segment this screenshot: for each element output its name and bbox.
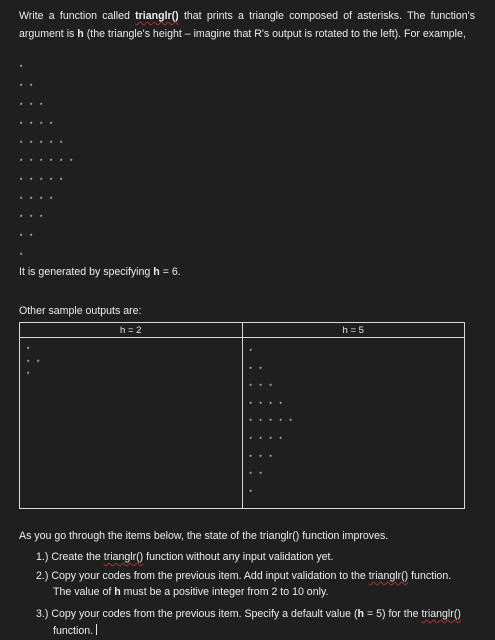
example-row: * * * * * (19, 178, 65, 186)
item-number: 3.) (36, 608, 49, 620)
example-row: * (19, 65, 25, 73)
item-number: 2.) (36, 570, 49, 582)
item-continuation (53, 624, 97, 637)
example-row: * * * * * (19, 141, 65, 149)
h5-row: * * * * * (248, 419, 294, 428)
item-text: function. (408, 570, 452, 582)
example-row: * * * * (19, 197, 55, 205)
function-name: trianglr() (135, 10, 179, 22)
intro-paragraph (19, 7, 475, 43)
generated-text-2: = 6. (159, 266, 181, 278)
h2-triangle (26, 345, 41, 383)
h5-triangle (249, 345, 294, 503)
generated-note (19, 266, 181, 278)
cell-h2 (20, 338, 243, 509)
example-row: * (19, 253, 25, 261)
h5-row: * * * * (248, 401, 284, 410)
item-number: 1.) (36, 551, 49, 563)
example-row: * * (19, 234, 35, 242)
table-row (20, 338, 465, 509)
item-text: Create the (51, 551, 104, 563)
item-text: Copy your codes from the previous item. Add input validation to the (51, 570, 369, 582)
param-h: h (114, 586, 121, 598)
generated-text-1: It is generated by specifying (19, 266, 154, 278)
text-cursor[interactable] (96, 624, 97, 635)
samples-table (19, 322, 465, 509)
intro-text-1: Write a function called (19, 10, 136, 22)
list-item (36, 567, 476, 585)
function-name: trianglr() (421, 608, 461, 620)
param-h: h (153, 266, 160, 278)
param-h: h (77, 28, 84, 41)
example-row: * * * * (19, 122, 55, 130)
h2-row: * (26, 372, 32, 381)
h5-row: * * (248, 472, 264, 481)
progress-note: As you go through the items below, the state of the trianglr() function improves. (19, 530, 389, 542)
example-row: * * (19, 84, 35, 92)
item-text: function without any input validation yet. (143, 551, 334, 563)
item-text: must be a positive integer from 2 to 10 only. (120, 586, 329, 598)
other-outputs-label: Other sample outputs are: (19, 305, 142, 317)
list-item (36, 548, 476, 566)
function-name: trianglr() (103, 551, 144, 563)
header-h2: h = 2 (20, 323, 243, 338)
example-row: * * * * * * (19, 159, 75, 167)
param-h: h (357, 608, 365, 620)
h5-row: * * * (248, 384, 274, 393)
h5-row: * * * (248, 454, 274, 463)
cell-h5 (242, 338, 465, 509)
item-continuation (53, 586, 328, 598)
item-text: = 5) for the (364, 608, 422, 620)
item-text: Copy your codes from the previous item. Specify a default value ( (51, 608, 358, 620)
item-text: The value of (53, 586, 115, 598)
h5-row: * (248, 489, 254, 498)
intro-text-3: (the triangle's height – imagine that R's output is rotated to the left). For example, (83, 28, 466, 41)
h2-row: * * (26, 359, 42, 368)
h2-row: * (26, 347, 32, 355)
h5-row: * (248, 349, 254, 357)
example-row: * * * (19, 215, 45, 223)
h5-row: * * (248, 366, 264, 375)
h5-row: * * * * (248, 436, 284, 445)
header-h5: h = 5 (242, 323, 465, 338)
item-text: function. (53, 625, 94, 637)
intro-text-2: that prints a triangle composed of asterisks. The function's argument is (19, 10, 475, 41)
example-row: * * * (19, 103, 45, 111)
table-header-row (20, 323, 465, 338)
function-name: trianglr() (368, 570, 409, 582)
list-item (36, 605, 476, 623)
